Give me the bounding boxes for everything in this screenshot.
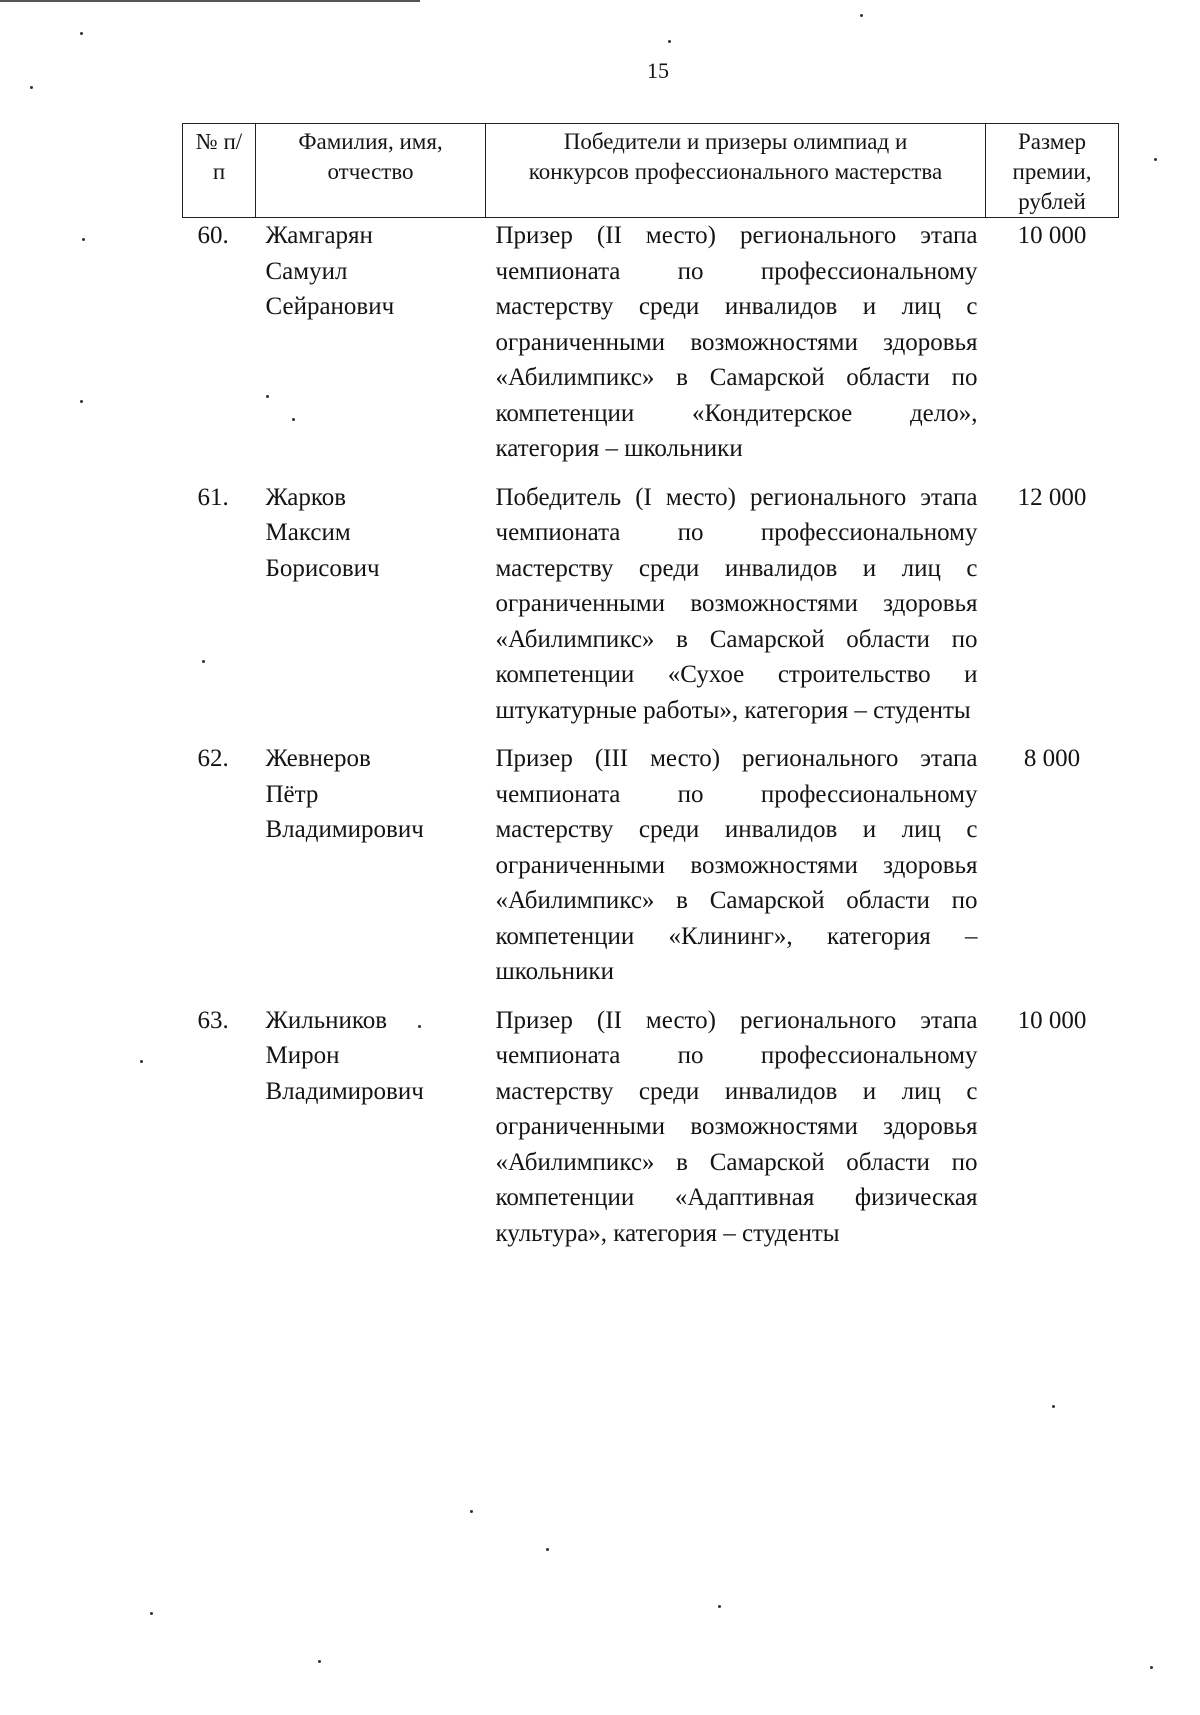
scan-speck	[30, 86, 33, 89]
patronymic: Владимирович	[265, 816, 424, 843]
awards-table	[182, 123, 1119, 1264]
table-row	[183, 480, 1119, 742]
row-number: 61.	[197, 483, 229, 511]
table-row	[183, 741, 1119, 1003]
row-prize: 10 000	[1017, 222, 1087, 249]
page-number: 15	[647, 58, 669, 83]
row-description: Призер (II место) регионального этапа чемпионата по профессиональному мастерству среди инвалидов и лиц с ограниченными возможностями здоровья «Абилимпикс» в Самарской области по компетенции «Адаптивная физическая культура», категория – студенты	[495, 1006, 978, 1247]
patronymic: Сейранович	[265, 293, 395, 320]
scan-speck	[318, 1660, 321, 1663]
table-row	[183, 1003, 1119, 1265]
first-name: Мирон	[265, 1042, 340, 1069]
scan-edge-line	[0, 0, 420, 2]
scan-speck	[80, 32, 83, 35]
patronymic: Борисович	[265, 554, 380, 582]
scan-speck	[292, 418, 295, 421]
row-number: 60.	[197, 222, 229, 249]
scan-speck	[1154, 158, 1157, 161]
scan-speck	[546, 1548, 549, 1551]
table-header	[183, 124, 1119, 218]
header-number: № п/п	[183, 124, 256, 218]
patronymic: Владимирович	[265, 1077, 424, 1105]
scan-speck	[1052, 1405, 1055, 1408]
header-description: Победители и призеры олимпиад и конкурсов профессионального мастерства	[486, 124, 986, 218]
surname: Жевнеров	[265, 745, 371, 772]
scan-speck	[266, 395, 269, 398]
scan-speck	[202, 660, 205, 663]
scan-speck	[668, 40, 671, 43]
first-name: Пётр	[265, 780, 319, 808]
surname: Жарков	[265, 483, 347, 511]
scan-speck	[82, 238, 85, 241]
scan-speck	[418, 1025, 421, 1028]
scan-speck	[80, 400, 83, 403]
row-number: 63.	[197, 1006, 229, 1034]
header-prize: Размер премии, рублей	[986, 124, 1119, 218]
row-description: Призер (II место) регионального этапа чемпионата по профессиональному мастерству среди инвалидов и лиц с ограниченными возможностями здоровья «Абилимпикс» в Самарской области по компетенции «Кондитерское дело», категория – школьники	[495, 222, 978, 462]
surname: Жильников	[265, 1006, 388, 1034]
surname: Жамгарян	[265, 222, 373, 249]
header-name: Фамилия, имя, отчество	[256, 124, 486, 218]
table-row	[183, 218, 1119, 480]
row-name	[256, 1003, 486, 1265]
row-name	[256, 218, 486, 480]
row-number: 62.	[197, 745, 229, 772]
scan-speck	[470, 1510, 473, 1513]
row-name	[256, 480, 486, 742]
scan-speck	[718, 1605, 721, 1608]
row-description: Призер (III место) регионального этапа чемпионата по профессиональному мастерству среди инвалидов и лиц с ограниченными возможностями здоровья «Абилимпикс» в Самарской области по компетенции «Клининг», категория – школьники	[495, 745, 978, 985]
row-prize: 10 000	[1017, 1006, 1087, 1034]
row-prize: 12 000	[1017, 483, 1087, 511]
row-prize: 8 000	[1023, 745, 1081, 772]
row-name	[256, 741, 486, 1003]
scan-speck	[860, 14, 863, 17]
scan-speck	[150, 1612, 153, 1615]
scan-speck	[140, 1060, 143, 1063]
first-name: Самуил	[265, 257, 348, 285]
row-description: Победитель (I место) регионального этапа чемпионата по профессиональному мастерству среди инвалидов и лиц с ограниченными возможностями здоровья «Абилимпикс» в Самарской области по компетенции «Сухое строительство и штукатурные работы», категория – студенты	[495, 483, 978, 724]
first-name: Максим	[265, 519, 351, 546]
scan-speck	[1150, 1666, 1153, 1669]
